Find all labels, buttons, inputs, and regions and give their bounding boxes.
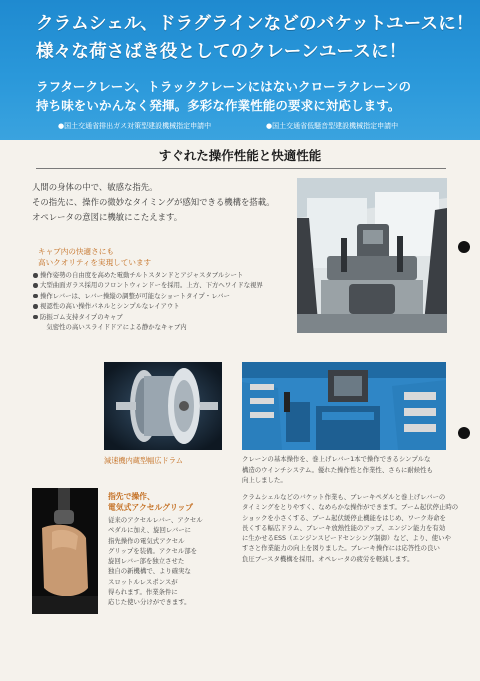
controls-caption-line: 向上しました。 bbox=[242, 476, 287, 484]
comfort-item-continuation: 気密性の高いスライドドアによる静かなキャブ内 bbox=[40, 323, 187, 332]
controls-caption-line: クレーンの基本操作を、巻上げレバー1本で操作できるシンプルな bbox=[242, 455, 431, 463]
comfort-item: 大型曲面ガラス採用のフロントウィンドーを採用。上方、下方へワイドな視界 bbox=[32, 280, 287, 290]
accel-grip-heading-line-1: 指先で操作、 bbox=[108, 492, 155, 501]
bucket-line: タイミングをとりやすく、なめらかな操作ができます。ブーム起伏停止時の bbox=[242, 503, 459, 512]
subheadline-line-2: 持ち味をいかんなく発揮。多彩な作業性能の要求に対応します。 bbox=[36, 98, 401, 113]
accel-line: 指先操作の電気式アクセル bbox=[108, 536, 185, 545]
accel-line: 独自の新機構で、より確実な bbox=[108, 567, 191, 576]
comfort-item: 操作レバーは、レバー操縦の調整が可能なショートタイプ・レバー bbox=[32, 291, 287, 301]
comfort-item: 視認性の高い操作パネルとシンプルなレイアウト bbox=[32, 301, 287, 311]
accel-grip-heading bbox=[108, 491, 193, 513]
accel-line: 得られます。作業条件に bbox=[108, 588, 178, 597]
comfort-item: 防振ゴム支持タイプのキャブ bbox=[32, 312, 287, 322]
intro-paragraph bbox=[32, 180, 282, 225]
comfort-heading bbox=[38, 246, 151, 268]
accel-line: 応じた使い分けができます。 bbox=[108, 598, 191, 607]
bucket-line: クラムシェルなどのバケット作業も、ブレーキペダルと巻上げレバーの bbox=[242, 493, 446, 501]
subheadline-line-1: ラフタークレーン、トラッククレーンにはないクローラクレーンの bbox=[36, 79, 412, 94]
bucket-operation-paragraph bbox=[242, 492, 459, 564]
comfort-heading-line-1: キャブ内の快適さにも bbox=[38, 247, 114, 256]
accelerator-grip-photo bbox=[32, 488, 98, 614]
comfort-item: 操作姿勢の自由度を高めた電動チルトスタンドとアジャスタブルシート bbox=[32, 270, 287, 280]
header-band bbox=[0, 0, 480, 140]
bucket-line: 負圧ブースタ機構を採用。オペレータの疲労を軽減します。 bbox=[242, 554, 414, 563]
accel-line: 旋回レバー部を独立させた bbox=[108, 557, 185, 566]
bucket-line: に生かせるESS（エンジンスピードセンシング制御）など、より、使いや bbox=[242, 534, 451, 543]
cab-interior-photo bbox=[297, 178, 447, 333]
control-levers-photo bbox=[242, 362, 446, 450]
controls-caption bbox=[242, 454, 452, 486]
accel-line: スロットルレスポンスが bbox=[108, 577, 178, 586]
certification-emission: ●国土交通省排出ガス対策型建設機械指定申請中 bbox=[58, 122, 212, 130]
accel-line: ペダルに加え、旋回レバーに bbox=[108, 526, 192, 535]
headline-crane-use: 様々な荷さばき役としてのクレーンユースに！ bbox=[36, 42, 407, 62]
winch-drum-photo bbox=[104, 362, 222, 450]
section-title: すぐれた操作性能と快適性能 bbox=[158, 148, 322, 163]
binder-hole bbox=[458, 427, 470, 439]
bucket-line: ショックを小さくする、ブーム起伏緩停止機能をはじめ、ワーク寿命を bbox=[242, 513, 446, 522]
bucket-line: すさと作業能力の向上を図りました。ブレーキ操作には応答性の良い bbox=[242, 544, 440, 553]
bucket-line: 長くする幅広ドラム、ブレーキ放熱性能のアップ、エンジン能力を有効 bbox=[242, 523, 446, 532]
controls-caption-line: 構造のウインチシステム。優れた操作性と作業性、さらに耐候性も bbox=[242, 465, 433, 474]
accel-grip-description bbox=[108, 515, 226, 608]
intro-line: オペレータの意図に機敏にこたえます。 bbox=[32, 212, 183, 222]
accel-grip-heading-line-2: 電気式アクセルグリップ bbox=[108, 503, 194, 512]
intro-line: その指先に、操作の微妙なタイミングが感知できる機構を搭載。 bbox=[32, 197, 275, 207]
comfort-heading-line-2: 高いクオリティを実現しています bbox=[38, 258, 152, 267]
binder-hole bbox=[458, 241, 470, 253]
intro-line: 人間の身体の中で、敏感な指先。 bbox=[32, 182, 158, 192]
drum-caption: 減速機内蔵型幅広ドラム bbox=[104, 456, 183, 465]
comfort-feature-list bbox=[32, 270, 287, 332]
section-divider bbox=[36, 168, 446, 169]
accel-line: グリップを装備。アクセル部を bbox=[108, 546, 198, 555]
certification-noise: ●国土交通省低騒音型建設機械指定申請中 bbox=[266, 122, 399, 130]
accel-line: 従来のアクセルレバー、アクセル bbox=[108, 516, 203, 524]
headline-bucket-use: クラムシェル、ドラグラインなどのバケットユースに！ bbox=[36, 14, 474, 34]
